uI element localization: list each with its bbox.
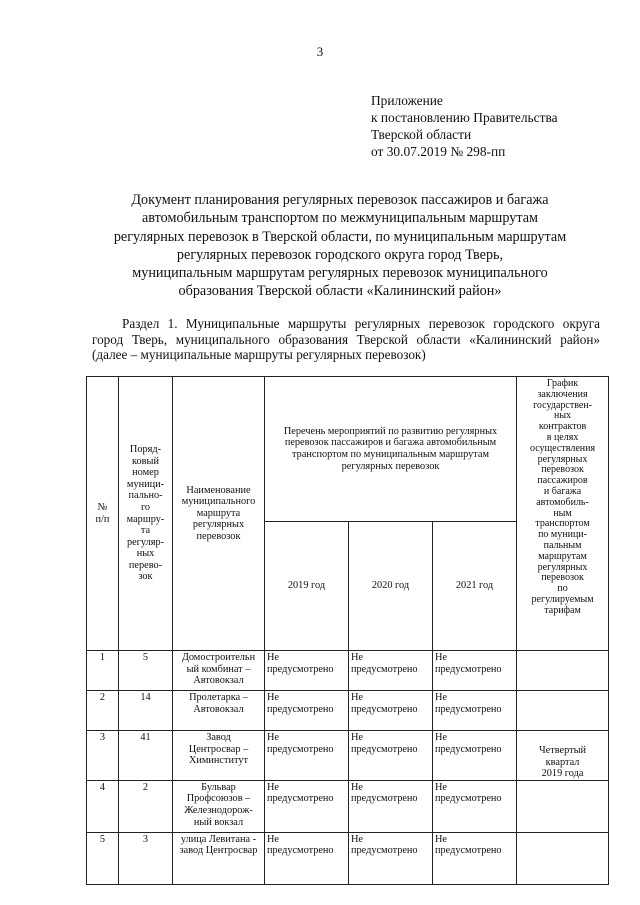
cell-2021: Не предусмотрено: [433, 780, 517, 832]
cell-2019: Не предусмотрено: [265, 780, 349, 832]
table-row: [87, 832, 609, 884]
section-line: город Тверь, муниципального образования Тверской области «Калининский район»: [92, 331, 600, 347]
cell-num: 4: [87, 780, 119, 832]
cell-route-number: 41: [119, 731, 173, 781]
cell-num: 3: [87, 731, 119, 781]
header-measures: Перечень мероприятий по развитию регулярных перевозок пассажиров и багажа автомобильным транспортом по муниципальным маршрутам регулярных перевозок: [265, 377, 517, 522]
cell-schedule: [517, 691, 609, 731]
title-line: Документ планирования регулярных перевозок пассажиров и багажа: [131, 192, 549, 208]
header-route-number: Поряд- ковый номер муници- пально- го маршру- та регуляр- ных перево- зок: [119, 377, 173, 651]
cell-route-name: улица Левитана - завод Центросвар: [173, 832, 265, 884]
cell-num: 1: [87, 651, 119, 691]
routes-table: [86, 376, 609, 885]
cell-route-name: Пролетарка – Автовокзал: [173, 691, 265, 731]
cell-route-name: Бульвар Профсоюзов – Железнодорож- ный вокзал: [173, 780, 265, 832]
section-heading: [92, 316, 600, 363]
appendix-block: [371, 92, 558, 160]
cell-2019: Не предусмотрено: [265, 731, 349, 781]
cell-2020: Не предусмотрено: [349, 651, 433, 691]
cell-schedule: Четвертый квартал 2019 года: [517, 731, 609, 781]
cell-2020: Не предусмотрено: [349, 832, 433, 884]
cell-schedule: [517, 780, 609, 832]
section-line: (далее – муниципальные маршруты регулярных перевозок): [92, 347, 426, 363]
cell-schedule: [517, 832, 609, 884]
appendix-line: Тверской области: [371, 127, 472, 142]
cell-2021: Не предусмотрено: [433, 691, 517, 731]
cell-2021: Не предусмотрено: [433, 832, 517, 884]
header-route-name: Наименование муниципального маршрута регулярных перевозок: [173, 377, 265, 651]
cell-num: 2: [87, 691, 119, 731]
cell-2020: Не предусмотрено: [349, 780, 433, 832]
cell-route-number: 2: [119, 780, 173, 832]
cell-route-number: 5: [119, 651, 173, 691]
section-line: Раздел 1. Муниципальные маршруты регулярных перевозок городского округа: [122, 316, 600, 331]
cell-2019: Не предусмотрено: [265, 651, 349, 691]
cell-2021: Не предусмотрено: [433, 731, 517, 781]
cell-route-name: Домостроительн ый комбинат – Автовокзал: [173, 651, 265, 691]
appendix-line: к постановлению Правительства: [371, 110, 558, 125]
header-year-2019: 2019 год: [265, 522, 349, 651]
cell-2021: Не предусмотрено: [433, 651, 517, 691]
header-schedule: График заключения государствен- ных контрактов в целях осуществления регулярных перевозок пассажиров и багажа автомобиль- ным транспортом по муници- пальным маршрутам регулярных перевозок по регулируемым тарифам: [517, 377, 609, 651]
cell-2020: Не предусмотрено: [349, 691, 433, 731]
document-title: [60, 191, 620, 301]
cell-route-number: 3: [119, 832, 173, 884]
title-line: регулярных перевозок в Тверской области, по муниципальным маршрутам: [113, 228, 567, 245]
header-year-2021: 2021 год: [433, 522, 517, 651]
title-line: муниципальным маршрутам регулярных перевозок муниципального: [132, 265, 548, 282]
appendix-line: Приложение: [371, 93, 443, 108]
header-num: № п/п: [87, 377, 119, 651]
table-row: [87, 691, 609, 731]
title-line: автомобильным транспортом по межмуниципальным маршрутам: [142, 210, 538, 227]
cell-schedule: [517, 651, 609, 691]
cell-route-number: 14: [119, 691, 173, 731]
table-row: [87, 731, 609, 781]
header-year-2020: 2020 год: [349, 522, 433, 651]
page-number: 3: [316, 44, 324, 59]
cell-2020: Не предусмотрено: [349, 731, 433, 781]
cell-route-name: Завод Центросвар – Химинститут: [173, 731, 265, 781]
cell-2019: Не предусмотрено: [265, 832, 349, 884]
table-row: [87, 780, 609, 832]
appendix-line: от 30.07.2019 № 298-пп: [371, 144, 506, 159]
table-row: [87, 651, 609, 691]
title-line: регулярных перевозок городского округа город Тверь,: [176, 246, 504, 263]
cell-num: 5: [87, 832, 119, 884]
title-line: образования Тверской области «Калининский район»: [178, 283, 502, 300]
cell-2019: Не предусмотрено: [265, 691, 349, 731]
